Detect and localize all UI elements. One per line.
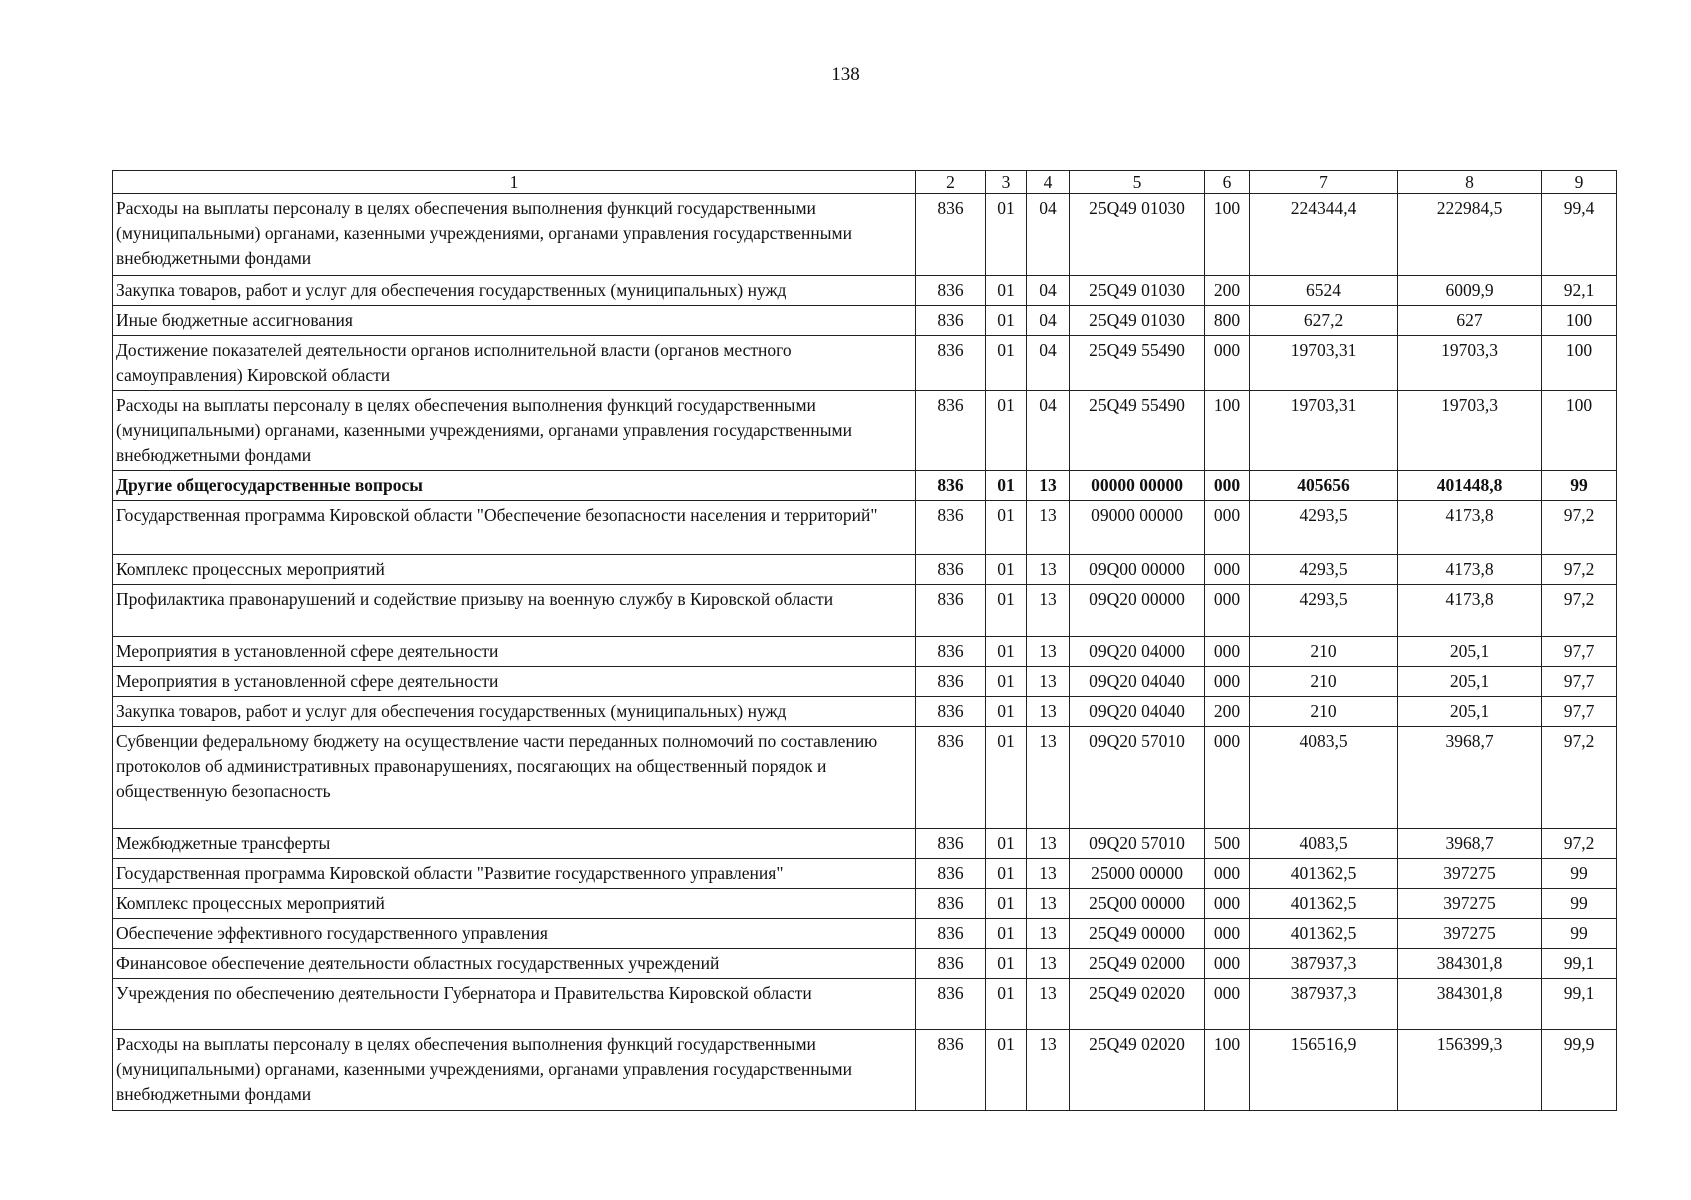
table-row [113, 697, 1617, 727]
row-planned: 401362,5 [1250, 859, 1398, 889]
column-header-3: 3 [986, 171, 1027, 194]
row-expense-type: 000 [1205, 949, 1250, 979]
row-name: Комплекс процессных мероприятий [113, 889, 916, 919]
row-admin-code: 836 [916, 555, 986, 585]
row-section: 01 [986, 585, 1027, 637]
row-percent: 100 [1542, 391, 1617, 471]
row-target-article: 25Q49 55490 [1070, 391, 1205, 471]
row-executed: 397275 [1398, 919, 1542, 949]
row-admin-code: 836 [916, 637, 986, 667]
row-subsection: 04 [1027, 336, 1070, 391]
row-planned: 224344,4 [1250, 194, 1398, 276]
row-name: Закупка товаров, работ и услуг для обеспечения государственных (муниципальных) нужд [113, 276, 916, 306]
row-percent: 99 [1542, 471, 1617, 501]
row-section: 01 [986, 727, 1027, 829]
row-expense-type: 200 [1205, 697, 1250, 727]
row-name: Мероприятия в установленной сфере деятельности [113, 667, 916, 697]
column-header-8: 8 [1398, 171, 1542, 194]
row-executed: 3968,7 [1398, 727, 1542, 829]
table-row [113, 585, 1617, 637]
row-planned: 19703,31 [1250, 336, 1398, 391]
row-executed: 397275 [1398, 889, 1542, 919]
row-percent: 97,2 [1542, 501, 1617, 555]
row-planned: 401362,5 [1250, 889, 1398, 919]
row-section: 01 [986, 829, 1027, 859]
row-admin-code: 836 [916, 697, 986, 727]
row-target-article: 25Q49 02020 [1070, 979, 1205, 1030]
row-admin-code: 836 [916, 919, 986, 949]
row-percent: 92,1 [1542, 276, 1617, 306]
row-target-article: 09Q20 57010 [1070, 727, 1205, 829]
column-header-4: 4 [1027, 171, 1070, 194]
row-target-article: 25Q49 02020 [1070, 1030, 1205, 1111]
row-executed: 205,1 [1398, 637, 1542, 667]
row-planned: 210 [1250, 637, 1398, 667]
row-subsection: 13 [1027, 979, 1070, 1030]
row-subsection: 13 [1027, 889, 1070, 919]
row-admin-code: 836 [916, 667, 986, 697]
column-header-7: 7 [1250, 171, 1398, 194]
table-row [113, 501, 1617, 555]
table-row [113, 667, 1617, 697]
row-target-article: 25Q49 01030 [1070, 194, 1205, 276]
row-name: Иные бюджетные ассигнования [113, 306, 916, 336]
row-section: 01 [986, 889, 1027, 919]
table-row [113, 919, 1617, 949]
row-planned: 401362,5 [1250, 919, 1398, 949]
row-section: 01 [986, 336, 1027, 391]
row-admin-code: 836 [916, 727, 986, 829]
row-percent: 97,2 [1542, 829, 1617, 859]
row-executed: 4173,8 [1398, 501, 1542, 555]
row-percent: 99,4 [1542, 194, 1617, 276]
row-admin-code: 836 [916, 979, 986, 1030]
row-admin-code: 836 [916, 336, 986, 391]
row-planned: 4083,5 [1250, 727, 1398, 829]
row-section: 01 [986, 949, 1027, 979]
row-percent: 99 [1542, 859, 1617, 889]
row-planned: 156516,9 [1250, 1030, 1398, 1111]
table-row [113, 306, 1617, 336]
row-planned: 210 [1250, 667, 1398, 697]
column-header-6: 6 [1205, 171, 1250, 194]
row-target-article: 09Q20 00000 [1070, 585, 1205, 637]
row-subsection: 13 [1027, 859, 1070, 889]
row-section: 01 [986, 391, 1027, 471]
page-number: 138 [831, 64, 860, 85]
row-target-article: 25Q49 02000 [1070, 949, 1205, 979]
row-name: Профилактика правонарушений и содействие призыву на военную службу в Кировской области [113, 585, 916, 637]
row-target-article: 25Q00 00000 [1070, 889, 1205, 919]
row-expense-type: 000 [1205, 727, 1250, 829]
row-subsection: 04 [1027, 391, 1070, 471]
row-target-article: 09000 00000 [1070, 501, 1205, 555]
table-row [113, 391, 1617, 471]
row-section: 01 [986, 859, 1027, 889]
row-executed: 222984,5 [1398, 194, 1542, 276]
row-subsection: 13 [1027, 697, 1070, 727]
table-row [113, 1030, 1617, 1111]
row-expense-type: 000 [1205, 501, 1250, 555]
row-target-article: 25Q49 55490 [1070, 336, 1205, 391]
row-name: Финансовое обеспечение деятельности областных государственных учреждений [113, 949, 916, 979]
row-executed: 384301,8 [1398, 949, 1542, 979]
row-percent: 99,1 [1542, 979, 1617, 1030]
row-planned: 405656 [1250, 471, 1398, 501]
row-target-article: 09Q20 04040 [1070, 667, 1205, 697]
row-percent: 97,7 [1542, 667, 1617, 697]
row-expense-type: 000 [1205, 336, 1250, 391]
row-percent: 99,9 [1542, 1030, 1617, 1111]
row-subsection: 13 [1027, 667, 1070, 697]
row-executed: 4173,8 [1398, 555, 1542, 585]
table-row [113, 637, 1617, 667]
row-subsection: 13 [1027, 501, 1070, 555]
row-percent: 97,2 [1542, 727, 1617, 829]
row-subsection: 13 [1027, 555, 1070, 585]
row-expense-type: 000 [1205, 637, 1250, 667]
row-section: 01 [986, 667, 1027, 697]
row-section: 01 [986, 979, 1027, 1030]
table-row [113, 859, 1617, 889]
row-section: 01 [986, 276, 1027, 306]
row-executed: 627 [1398, 306, 1542, 336]
row-target-article: 25000 00000 [1070, 859, 1205, 889]
row-percent: 97,7 [1542, 697, 1617, 727]
row-target-article: 00000 00000 [1070, 471, 1205, 501]
row-name: Комплекс процессных мероприятий [113, 555, 916, 585]
row-name: Учреждения по обеспечению деятельности Губернатора и Правительства Кировской области [113, 979, 916, 1030]
row-name: Государственная программа Кировской области "Развитие государственного управления" [113, 859, 916, 889]
row-subsection: 04 [1027, 194, 1070, 276]
row-subsection: 13 [1027, 727, 1070, 829]
row-expense-type: 000 [1205, 889, 1250, 919]
row-section: 01 [986, 637, 1027, 667]
row-subsection: 13 [1027, 949, 1070, 979]
row-expense-type: 000 [1205, 979, 1250, 1030]
row-name: Субвенции федеральному бюджету на осуществление части переданных полномочий по составлению протоколов об административных правонарушениях, посягающих на общественный порядок и общественную безопасность [113, 727, 916, 829]
row-executed: 156399,3 [1398, 1030, 1542, 1111]
row-planned: 627,2 [1250, 306, 1398, 336]
row-percent: 99 [1542, 919, 1617, 949]
row-name: Достижение показателей деятельности органов исполнительной власти (органов местного самоуправления) Кировской области [113, 336, 916, 391]
row-executed: 3968,7 [1398, 829, 1542, 859]
row-subsection: 04 [1027, 306, 1070, 336]
row-planned: 6524 [1250, 276, 1398, 306]
table-row [113, 949, 1617, 979]
row-section: 01 [986, 697, 1027, 727]
row-planned: 210 [1250, 697, 1398, 727]
row-expense-type: 100 [1205, 194, 1250, 276]
row-subsection: 13 [1027, 1030, 1070, 1111]
row-section: 01 [986, 501, 1027, 555]
row-subsection: 13 [1027, 585, 1070, 637]
table-row [113, 979, 1617, 1030]
row-expense-type: 000 [1205, 585, 1250, 637]
row-planned: 387937,3 [1250, 949, 1398, 979]
row-expense-type: 000 [1205, 859, 1250, 889]
table-header-row [113, 171, 1617, 194]
row-expense-type: 000 [1205, 555, 1250, 585]
row-target-article: 09Q20 04040 [1070, 697, 1205, 727]
row-subsection: 13 [1027, 829, 1070, 859]
row-executed: 397275 [1398, 859, 1542, 889]
row-target-article: 25Q49 01030 [1070, 306, 1205, 336]
table-row [113, 194, 1617, 276]
row-executed: 6009,9 [1398, 276, 1542, 306]
row-executed: 205,1 [1398, 667, 1542, 697]
row-percent: 97,7 [1542, 637, 1617, 667]
row-percent: 99 [1542, 889, 1617, 919]
row-executed: 384301,8 [1398, 979, 1542, 1030]
row-planned: 4293,5 [1250, 555, 1398, 585]
column-header-9: 9 [1542, 171, 1617, 194]
table-row [113, 889, 1617, 919]
row-subsection: 13 [1027, 919, 1070, 949]
row-expense-type: 100 [1205, 391, 1250, 471]
row-section: 01 [986, 555, 1027, 585]
row-name: Закупка товаров, работ и услуг для обеспечения государственных (муниципальных) нужд [113, 697, 916, 727]
row-planned: 4293,5 [1250, 501, 1398, 555]
row-planned: 4293,5 [1250, 585, 1398, 637]
column-header-2: 2 [916, 171, 986, 194]
row-expense-type: 000 [1205, 667, 1250, 697]
row-name: Межбюджетные трансферты [113, 829, 916, 859]
row-planned: 387937,3 [1250, 979, 1398, 1030]
row-executed: 205,1 [1398, 697, 1542, 727]
row-admin-code: 836 [916, 1030, 986, 1111]
row-executed: 19703,3 [1398, 391, 1542, 471]
row-expense-type: 200 [1205, 276, 1250, 306]
row-executed: 4173,8 [1398, 585, 1542, 637]
row-subsection: 13 [1027, 637, 1070, 667]
row-expense-type: 000 [1205, 919, 1250, 949]
row-admin-code: 836 [916, 276, 986, 306]
row-percent: 100 [1542, 336, 1617, 391]
row-admin-code: 836 [916, 391, 986, 471]
row-name: Другие общегосударственные вопросы [113, 471, 916, 501]
row-section: 01 [986, 306, 1027, 336]
row-planned: 4083,5 [1250, 829, 1398, 859]
row-name: Расходы на выплаты персоналу в целях обеспечения выполнения функций государственными (муниципальными) органами, казенными учреждениями, органами управления государственными внебюджетными фондами [113, 391, 916, 471]
row-name: Мероприятия в установленной сфере деятельности [113, 637, 916, 667]
row-section: 01 [986, 194, 1027, 276]
row-executed: 401448,8 [1398, 471, 1542, 501]
row-name: Расходы на выплаты персоналу в целях обеспечения выполнения функций государственными (муниципальными) органами, казенными учреждениями, органами управления государственными внебюджетными фондами [113, 194, 916, 276]
table-row [113, 727, 1617, 829]
row-percent: 97,2 [1542, 585, 1617, 637]
row-admin-code: 836 [916, 949, 986, 979]
row-subsection: 04 [1027, 276, 1070, 306]
row-percent: 100 [1542, 306, 1617, 336]
row-admin-code: 836 [916, 501, 986, 555]
row-target-article: 25Q49 00000 [1070, 919, 1205, 949]
row-section: 01 [986, 471, 1027, 501]
table-row [113, 276, 1617, 306]
row-target-article: 09Q20 04000 [1070, 637, 1205, 667]
table-row [113, 555, 1617, 585]
row-admin-code: 836 [916, 306, 986, 336]
row-admin-code: 836 [916, 194, 986, 276]
row-expense-type: 500 [1205, 829, 1250, 859]
row-planned: 19703,31 [1250, 391, 1398, 471]
row-admin-code: 836 [916, 471, 986, 501]
row-expense-type: 800 [1205, 306, 1250, 336]
row-section: 01 [986, 919, 1027, 949]
table-row [113, 829, 1617, 859]
row-name: Расходы на выплаты персоналу в целях обеспечения выполнения функций государственными (муниципальными) органами, казенными учреждениями, органами управления государственными внебюджетными фондами [113, 1030, 916, 1111]
row-target-article: 09Q00 00000 [1070, 555, 1205, 585]
row-expense-type: 100 [1205, 1030, 1250, 1111]
row-target-article: 25Q49 01030 [1070, 276, 1205, 306]
row-admin-code: 836 [916, 585, 986, 637]
row-expense-type: 000 [1205, 471, 1250, 501]
row-subsection: 13 [1027, 471, 1070, 501]
column-header-5: 5 [1070, 171, 1205, 194]
row-percent: 97,2 [1542, 555, 1617, 585]
row-percent: 99,1 [1542, 949, 1617, 979]
row-executed: 19703,3 [1398, 336, 1542, 391]
table-row [113, 471, 1617, 501]
budget-table [112, 170, 1617, 1111]
row-admin-code: 836 [916, 859, 986, 889]
row-admin-code: 836 [916, 829, 986, 859]
column-header-1: 1 [113, 171, 916, 194]
row-section: 01 [986, 1030, 1027, 1111]
row-admin-code: 836 [916, 889, 986, 919]
row-target-article: 09Q20 57010 [1070, 829, 1205, 859]
table-row [113, 336, 1617, 391]
row-name: Государственная программа Кировской области "Обеспечение безопасности населения и территорий" [113, 501, 916, 555]
row-name: Обеспечение эффективного государственного управления [113, 919, 916, 949]
